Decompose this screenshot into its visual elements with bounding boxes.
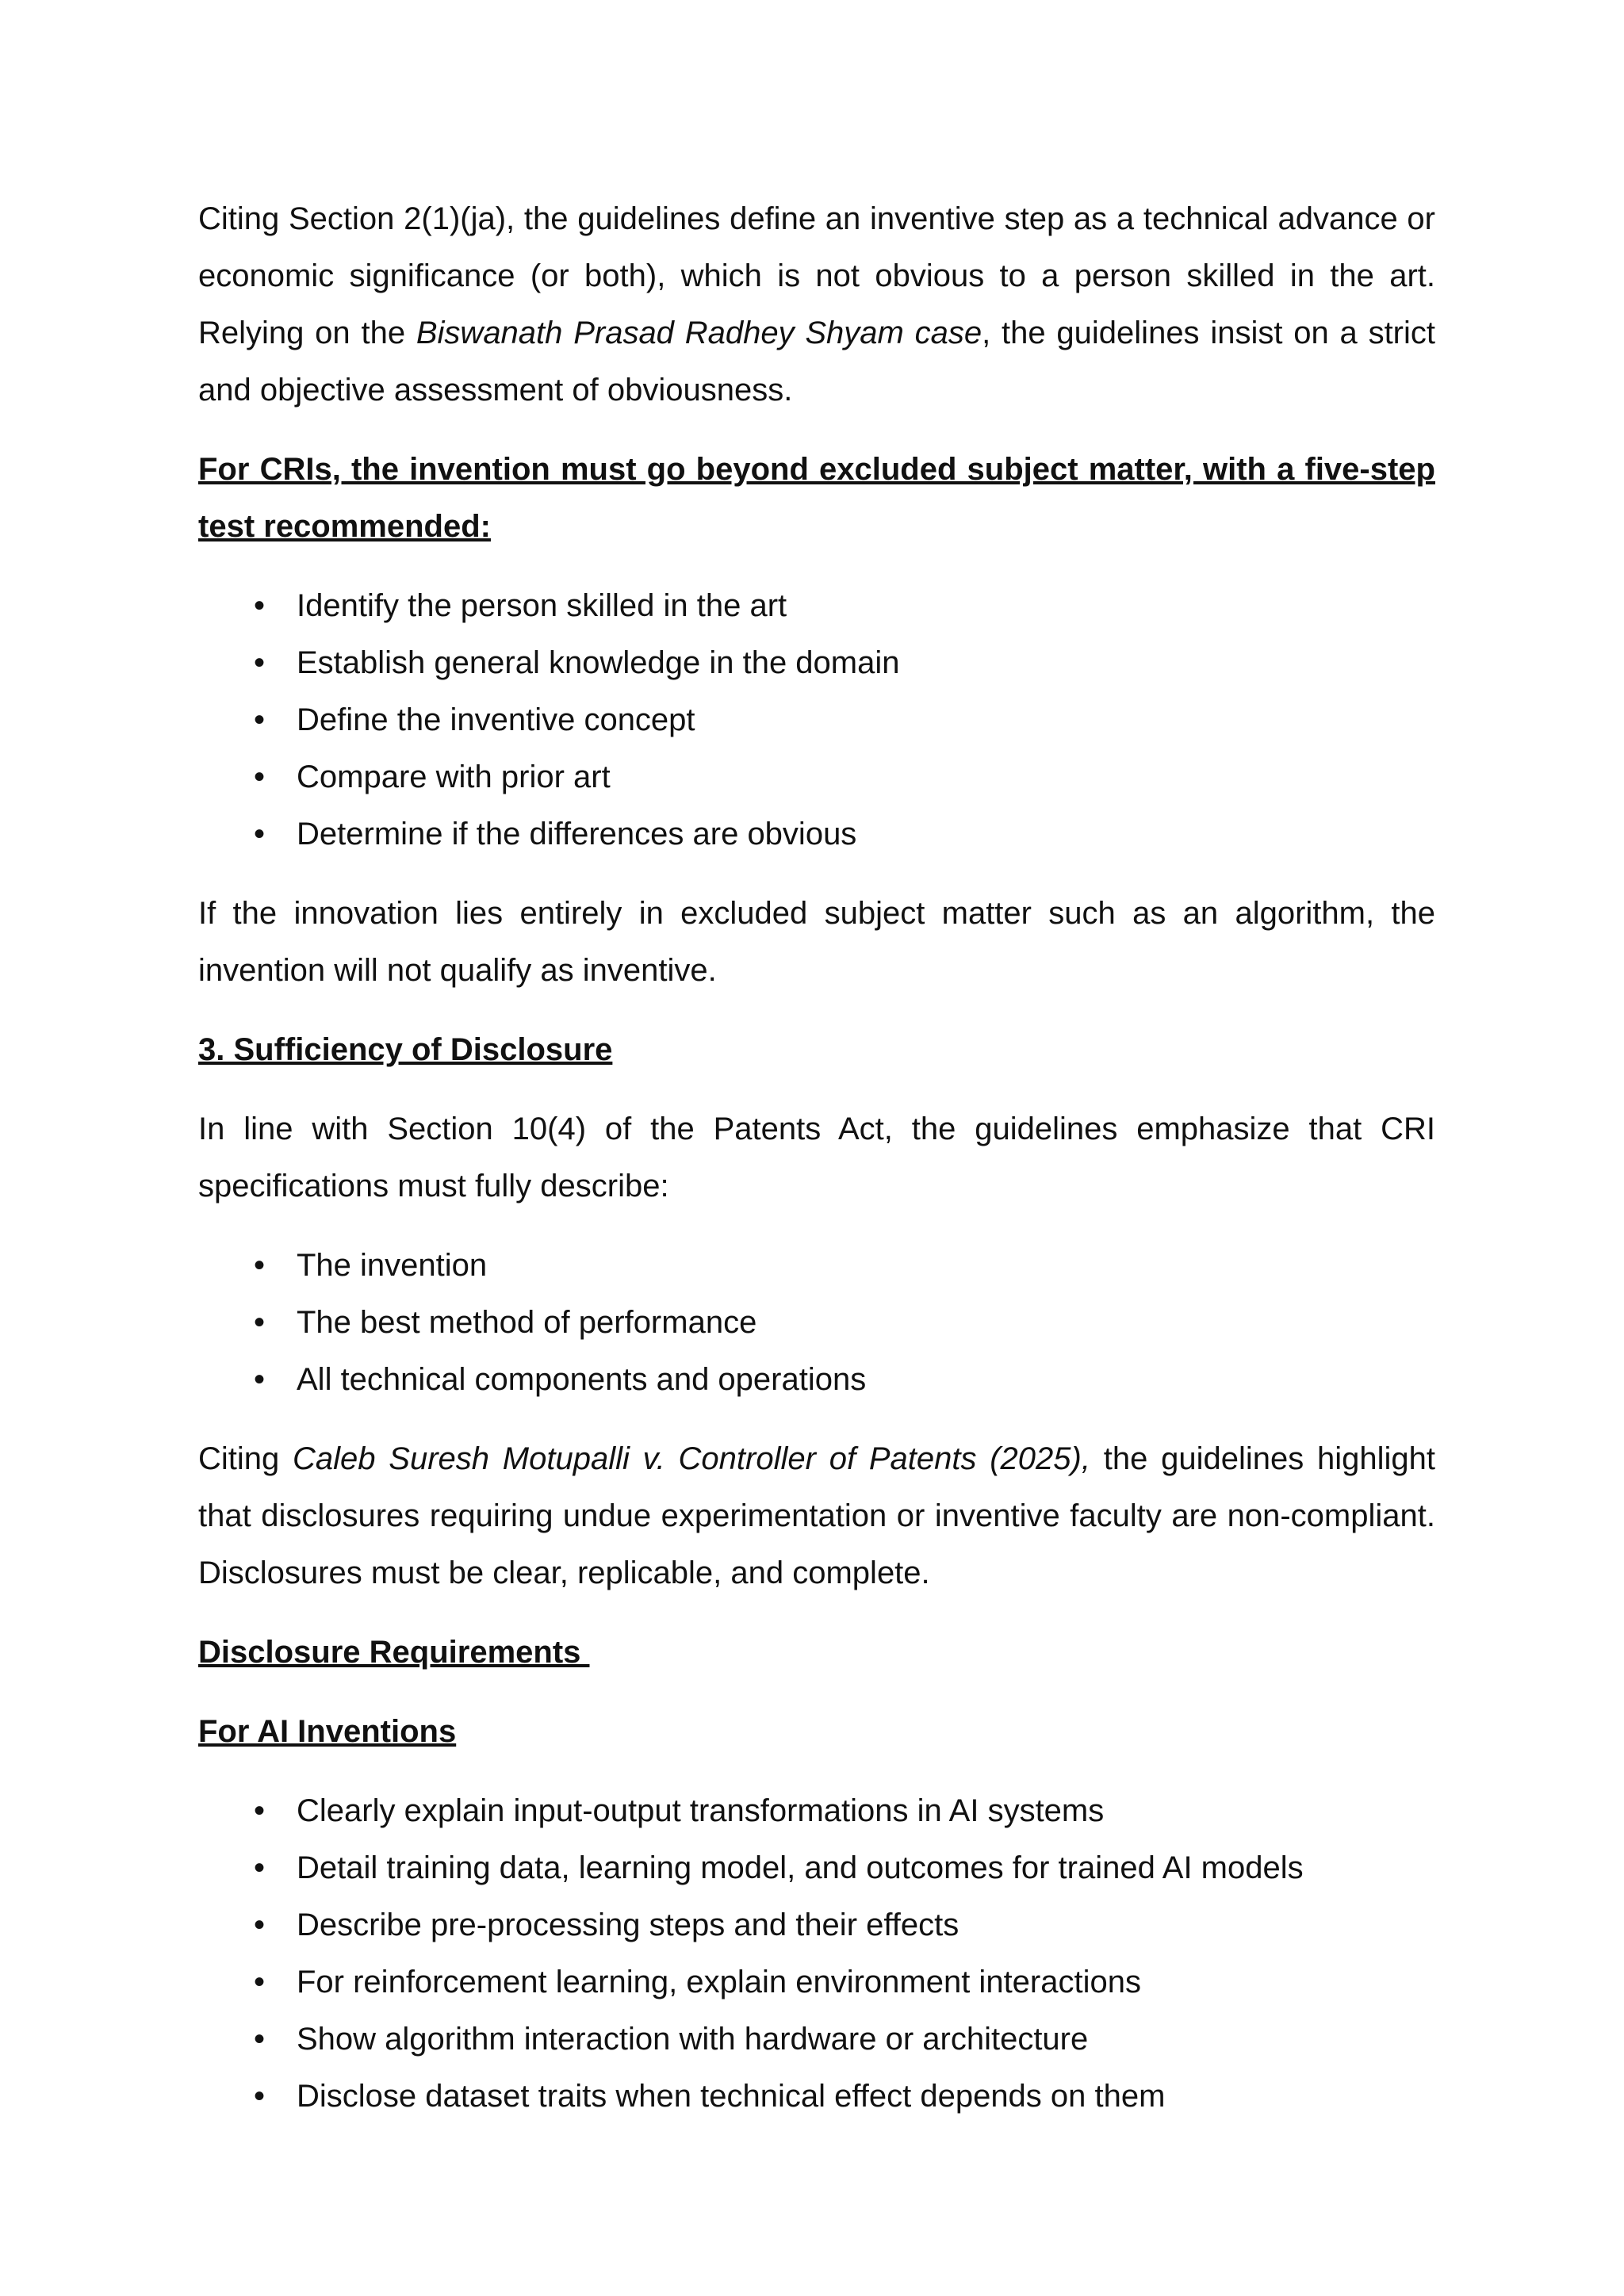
list-item: • For reinforcement learning, explain environment interactions (198, 1954, 1435, 2011)
bullet-icon: • (253, 1248, 265, 1283)
bullet-icon: • (253, 1362, 265, 1397)
list-item: • Disclose dataset traits when technical effect depends on them (198, 2068, 1435, 2125)
case-citation-biswanath: Biswanath Prasad Radhey Shyam case (416, 316, 982, 350)
heading-five-step-test: For CRIs, the invention must go beyond excluded subject matter, with a five-step test recommended: (198, 452, 1435, 544)
bullet-icon: • (253, 760, 265, 794)
bullet-icon: • (253, 1793, 265, 1828)
list-item: • The best method of performance (198, 1294, 1435, 1351)
list-item: • Show algorithm interaction with hardware or architecture (198, 2011, 1435, 2068)
bullet-icon: • (253, 1850, 265, 1885)
list-item: • Detail training data, learning model, and outcomes for trained AI models (198, 1839, 1435, 1896)
bullet-icon: • (253, 645, 265, 680)
paragraph-caleb-citation: Citing Caleb Suresh Motupalli v. Controller of Patents (2025), the guidelines highlight that disclosures requiring undue experimentation or inventive faculty are non-compliant. Disclosures must be clear, replicable, and complete. (198, 1441, 1435, 1590)
ai-requirements-list (198, 1782, 1435, 2125)
case-citation-caleb: Caleb Suresh Motupalli v. Controller of Patents (2025), (293, 1441, 1090, 1476)
list-item: • All technical components and operations (198, 1351, 1435, 1408)
heading-ai-inventions: For AI Inventions (198, 1714, 457, 1749)
list-item: • Compare with prior art (198, 748, 1435, 806)
bullet-icon: • (253, 2079, 265, 2114)
list-item: • Determine if the differences are obvious (198, 806, 1435, 863)
five-step-list (198, 577, 1435, 863)
list-item: • Clearly explain input-output transformations in AI systems (198, 1782, 1435, 1839)
list-item: • The invention (198, 1237, 1435, 1294)
paragraph-section-10: In line with Section 10(4) of the Patents Act, the guidelines emphasize that CRI specifications must fully describe: (198, 1112, 1435, 1203)
list-item: • Identify the person skilled in the art (198, 577, 1435, 634)
bullet-icon: • (253, 588, 265, 623)
bullet-icon: • (253, 1908, 265, 1942)
paragraph-excluded-subject-matter: If the innovation lies entirely in excluded subject matter such as an algorithm, the invention will not qualify as inventive. (198, 896, 1435, 988)
list-item: • Define the inventive concept (198, 691, 1435, 748)
document-body (198, 190, 1435, 2147)
heading-disclosure-requirements: Disclosure Requirements (198, 1635, 590, 1670)
bullet-icon: • (253, 1965, 265, 1999)
bullet-icon: • (253, 817, 265, 851)
bullet-icon: • (253, 702, 265, 737)
disclosure-list (198, 1237, 1435, 1408)
bullet-icon: • (253, 2022, 265, 2057)
paragraph-inventive-step: Citing Section 2(1)(ja), the guidelines define an inventive step as a technical advance or economic significance (or both), which is not obvious to a person skilled in the art. Relying on the Biswanath Prasad Radhey Shyam case, the guidelines insist on a strict and objective assessment of obviousness. (198, 201, 1435, 408)
list-item: • Describe pre-processing steps and their effects (198, 1896, 1435, 1954)
heading-sufficiency-of-disclosure: 3. Sufficiency of Disclosure (198, 1032, 613, 1067)
bullet-icon: • (253, 1305, 265, 1340)
list-item: • Establish general knowledge in the domain (198, 634, 1435, 691)
